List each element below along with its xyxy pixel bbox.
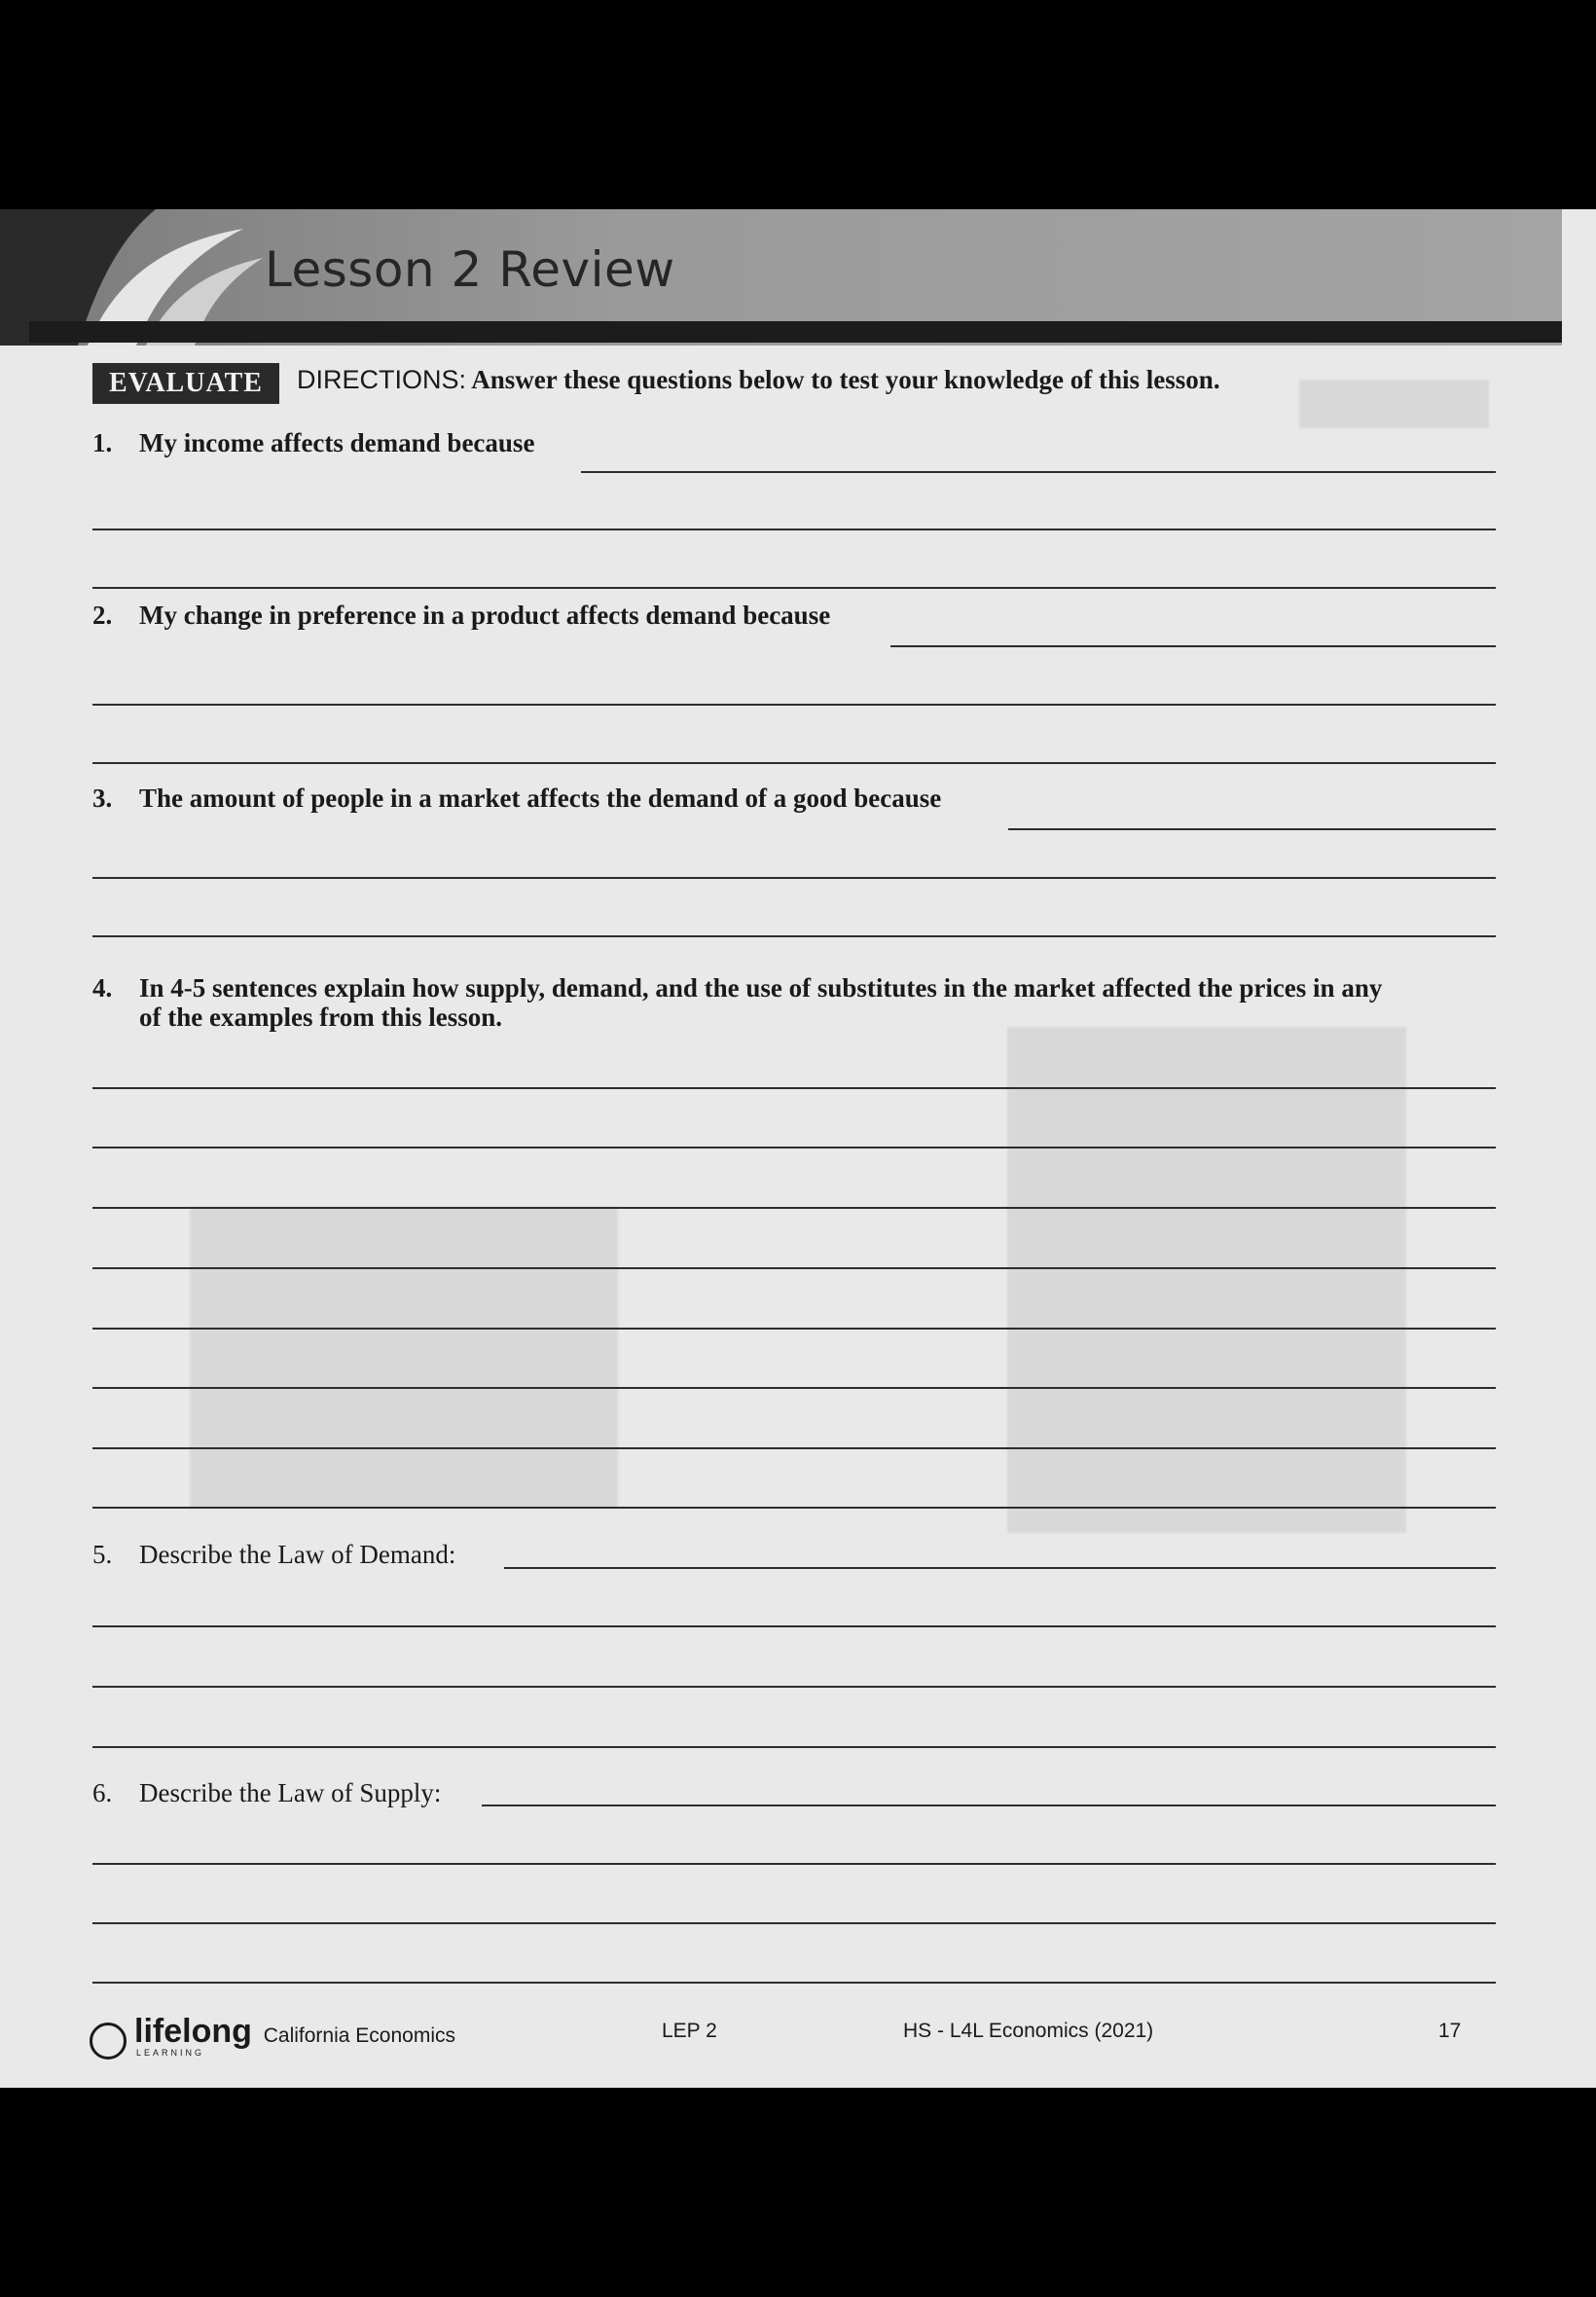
answer-line[interactable]	[92, 877, 1496, 879]
answer-line[interactable]	[92, 1863, 1496, 1865]
answer-line[interactable]	[581, 471, 1496, 473]
answer-line[interactable]	[92, 1267, 1496, 1269]
lifelong-logo-icon	[90, 2023, 127, 2060]
page-number: 17	[1438, 2020, 1462, 2042]
question-1-number: 1.	[92, 428, 113, 457]
footer-lep: LEP 2	[662, 2020, 717, 2042]
directions-text: Answer these questions below to test your knowledge of this lesson.	[466, 365, 1220, 394]
answer-line[interactable]	[92, 1207, 1496, 1209]
answer-line[interactable]	[92, 1982, 1496, 1984]
directions-label: DIRECTIONS:	[297, 365, 467, 394]
question-4-number: 4.	[92, 973, 113, 1003]
question-4	[92, 973, 1382, 1003]
question-5-number: 5.	[92, 1540, 113, 1569]
answer-line[interactable]	[92, 1922, 1496, 1924]
answer-line[interactable]	[504, 1567, 1496, 1569]
answer-line[interactable]	[92, 1087, 1496, 1089]
show-through-image-left	[190, 1207, 618, 1509]
logo-text: lifelong	[134, 2013, 252, 2050]
answer-line[interactable]	[92, 529, 1496, 530]
question-2-text: My change in preference in a product affects demand because	[139, 601, 831, 630]
answer-line[interactable]	[92, 935, 1496, 937]
answer-line[interactable]	[482, 1805, 1496, 1806]
question-3	[92, 784, 941, 814]
question-6-text: Describe the Law of Supply:	[139, 1778, 442, 1807]
question-5	[92, 1540, 455, 1570]
answer-line[interactable]	[92, 704, 1496, 706]
footer-course-code: HS - L4L Economics (2021)	[903, 2020, 1154, 2042]
evaluate-tag: EVALUATE	[92, 363, 279, 404]
answer-line[interactable]	[92, 1147, 1496, 1148]
question-3-number: 3.	[92, 784, 113, 813]
answer-line[interactable]	[1008, 828, 1496, 830]
answer-line[interactable]	[92, 1746, 1496, 1748]
logo-subtext: LEARNING	[136, 2048, 205, 2058]
footer-logo	[134, 2013, 455, 2051]
question-3-text: The amount of people in a market affects the demand of a good because	[139, 784, 942, 813]
answer-line[interactable]	[92, 1447, 1496, 1449]
show-through-image-right	[1007, 1027, 1406, 1533]
question-6-number: 6.	[92, 1778, 113, 1807]
question-4-continued	[139, 1003, 502, 1033]
answer-line[interactable]	[92, 1328, 1496, 1330]
question-2	[92, 601, 830, 631]
question-4-text: In 4-5 sentences explain how supply, demand, and the use of substitutes in the market affected the prices in any	[139, 973, 1383, 1003]
question-5-text: Describe the Law of Demand:	[139, 1540, 456, 1569]
answer-line[interactable]	[92, 1387, 1496, 1389]
question-1-text: My income affects demand because	[139, 428, 535, 457]
lesson-title: Lesson 2 Review	[265, 241, 675, 298]
question-2-number: 2.	[92, 601, 113, 630]
answer-line[interactable]	[92, 1625, 1496, 1627]
question-6	[92, 1778, 441, 1808]
answer-line[interactable]	[92, 1507, 1496, 1509]
header-rule	[29, 321, 1562, 343]
answer-line[interactable]	[92, 762, 1496, 764]
answer-line[interactable]	[890, 645, 1496, 647]
directions	[297, 365, 1220, 395]
course-name: California Economics	[263, 2024, 455, 2047]
answer-line[interactable]	[92, 1686, 1496, 1688]
answer-line[interactable]	[92, 587, 1496, 589]
question-4-text-line2: of the examples from this lesson.	[139, 1003, 502, 1032]
question-1	[92, 428, 534, 458]
show-through-box	[1299, 380, 1489, 428]
